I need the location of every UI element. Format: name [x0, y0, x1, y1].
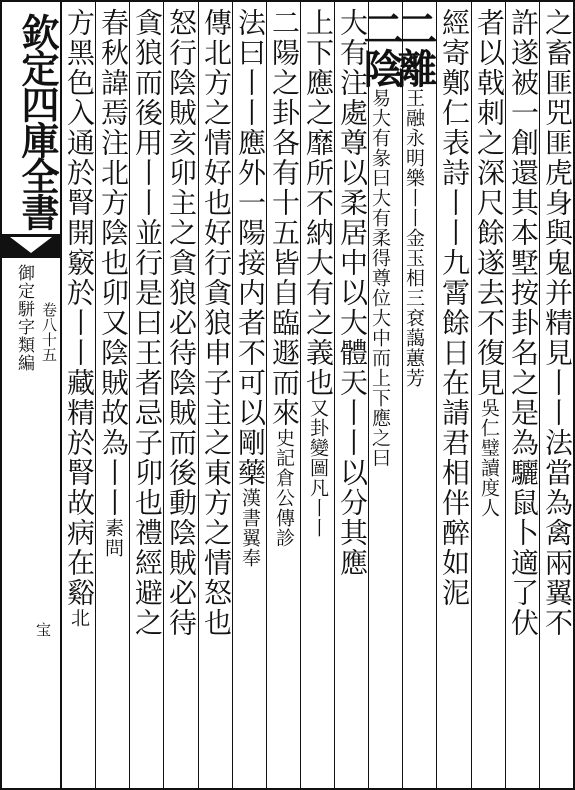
text-column	[268, 8, 301, 780]
column-text: 王融永明樂丨丨金	[403, 88, 425, 248]
column-rule	[129, 2, 130, 788]
text-column	[302, 8, 335, 780]
column-text: 傳北方之情好也好行貪狼申子主之東方之情怒也	[200, 8, 233, 638]
fishtail-ornament	[2, 234, 60, 258]
text-column	[234, 8, 267, 780]
annotation-text: 史記倉公傳診	[273, 428, 295, 548]
text-column	[438, 8, 471, 780]
column-text: 二陽之卦各有十五皆自臨遯而來	[268, 8, 301, 428]
column-text: 貪狼而後用丨丨並行是曰王者忌子卯也禮經避之	[131, 8, 164, 638]
text-column	[97, 8, 130, 780]
column-text: 易大有彖曰大有柔得尊位大中而上下應之曰	[369, 88, 391, 468]
annotation-text: 北	[68, 608, 90, 628]
annotation-text: 吳仁璧讀度人	[478, 398, 500, 518]
text-column	[541, 8, 574, 780]
book-title: 欽定四庫全書	[15, 12, 60, 229]
text-column	[357, 8, 404, 780]
text-column	[131, 8, 164, 780]
text-column	[473, 8, 506, 780]
annotation-text: 玉相三袞藹蕙芳	[403, 248, 425, 388]
column-rule	[300, 2, 301, 788]
column-rule	[334, 2, 335, 788]
column-text: 者以戟刺之深尺餘遂去不復見	[473, 8, 506, 398]
column-rule	[232, 2, 233, 788]
column-text: 之畜匪兕匪虎身與鬼并精見丨丨法當為禽兩翼不	[541, 8, 574, 638]
entry-heading: 二陰	[357, 8, 404, 88]
column-rule	[266, 2, 267, 788]
annotation-text: 漢書翼奉	[239, 488, 261, 568]
column-text: 上下應之靡所不納大有之義也	[302, 8, 335, 398]
column-text: 怒行陰賊亥卯主之貪狼必待陰賊而後動陰賊必待	[165, 8, 198, 638]
page-mark: 宝	[34, 622, 52, 637]
text-column	[200, 8, 233, 780]
column-text: 方黑色入通於腎開竅於丨丨藏精於腎故病在谿	[63, 8, 96, 608]
text-column	[336, 8, 369, 780]
column-rule	[368, 2, 369, 788]
column-rule	[163, 2, 164, 788]
column-rule	[436, 2, 437, 788]
column-rule	[505, 2, 506, 788]
sub-title: 御定駢字類編	[14, 264, 34, 372]
column-text: 經寄鄭仁表詩丨丨九霄餘日在請君相伴醉如泥	[438, 8, 471, 608]
text-column	[391, 8, 438, 780]
column-text: 春秋諱焉注北方陰也卯又陰賊故為丨丨	[97, 8, 130, 518]
annotation-text: 素問	[102, 518, 124, 558]
annotation-text: 又卦變圖凡丨丨	[307, 398, 329, 538]
entry-heading: 二離	[391, 8, 438, 88]
column-rule	[471, 2, 472, 788]
column-rule	[95, 2, 96, 788]
column-rule	[198, 2, 199, 788]
text-column	[507, 8, 540, 780]
margin-column	[2, 2, 61, 788]
column-text: 許遂被一創還其本墅按卦名之是為驪鼠卜適了伏	[507, 8, 540, 638]
column-rule	[402, 2, 403, 788]
text-column	[63, 8, 96, 780]
column-rule	[539, 2, 540, 788]
column-text: 法曰丨丨應外一陽接内者不可以剛藥	[234, 8, 267, 488]
column-text: 大有注處尊以柔居中以大體天丨丨以分其應	[336, 8, 369, 578]
text-column	[165, 8, 198, 780]
volume-label: 卷八十五	[40, 302, 58, 362]
column-rule	[61, 2, 62, 788]
